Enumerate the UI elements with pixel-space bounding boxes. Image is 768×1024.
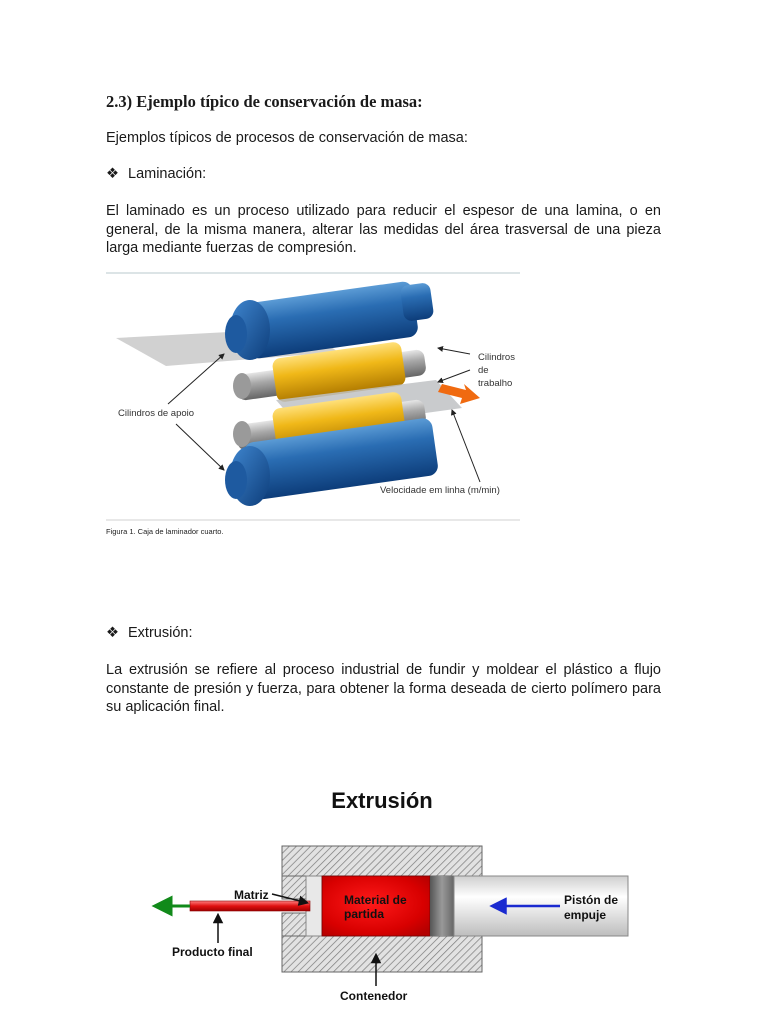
material-label-2: partida bbox=[344, 907, 385, 921]
container-label: Contenedor bbox=[340, 989, 408, 1003]
backup-rolls-label: Cilindros de apoio bbox=[118, 408, 195, 419]
extrusion-figure bbox=[150, 780, 640, 1010]
work-rolls-label-2: de bbox=[478, 365, 489, 376]
diamond-bullet-icon: ❖ bbox=[106, 166, 119, 182]
bullet-extrusion bbox=[106, 625, 192, 641]
diamond-bullet-icon: ❖ bbox=[106, 625, 119, 641]
lamination-paragraph: El laminado es un proceso utilizado para reducir el espesor de una lamina, o en general, de la misma manera, alterar las medidas del área trasversal de una pieza larga mediante fuerzas de compresión. bbox=[106, 203, 661, 256]
intro-text: Ejemplos típicos de procesos de conservación de masa: bbox=[106, 130, 468, 146]
extrusion-paragraph: La extrusión se refiere al proceso industrial de fundir y moldear el plástico a flujo constante de presión y fuerza, para obtener la forma deseada de cierto polímero para su aplicación final. bbox=[106, 662, 661, 715]
die-label: Matriz bbox=[234, 888, 269, 902]
final-product-label: Producto final bbox=[172, 945, 253, 959]
bullet-lamination-label: Laminación: bbox=[128, 166, 207, 182]
lamination-figure bbox=[106, 270, 520, 522]
bullet-extrusion-label: Extrusión: bbox=[128, 625, 193, 641]
extrusion-figure-title: Extrusión bbox=[331, 788, 433, 813]
work-rolls-label-3: trabalho bbox=[478, 378, 513, 389]
material-label-1: Material de bbox=[344, 893, 407, 907]
bullet-lamination bbox=[106, 166, 206, 182]
line-speed-label: Velocidade em linha (m/min) bbox=[380, 485, 500, 496]
piston-label-2: empuje bbox=[564, 908, 607, 922]
piston-label-1: Pistón de bbox=[564, 893, 619, 907]
figure-caption: Figura 1. Caja de laminador cuarto. bbox=[106, 527, 224, 536]
section-heading: 2.3) Ejemplo típico de conservación de masa: bbox=[106, 92, 423, 111]
work-rolls-label-1: Cilindros bbox=[478, 352, 515, 363]
